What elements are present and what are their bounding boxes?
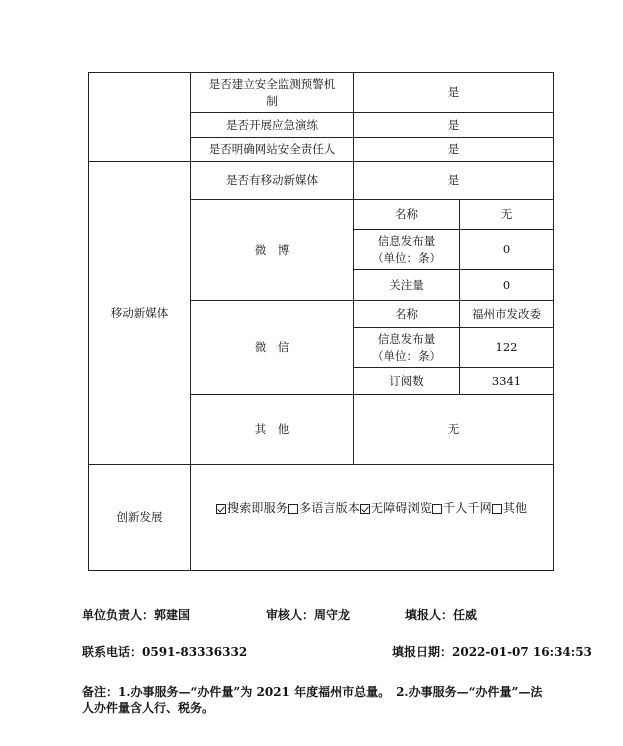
option-search-service-label: 搜索即服务 (227, 501, 289, 515)
filler: 填报人：任威 (405, 608, 478, 622)
option-accessibility-label: 无障碍浏览 (371, 501, 433, 515)
checkbox-other[interactable] (492, 504, 502, 514)
option-personalized-label: 千人千网 (443, 501, 492, 515)
innovation-options (190, 464, 553, 570)
report-date: 填报日期：2022-01-07 16:34:53 (392, 645, 592, 659)
checkbox-search-service[interactable] (216, 504, 226, 514)
other-value: 无 (353, 394, 553, 464)
weibo-follow-value: 0 (459, 269, 553, 300)
weibo-name-value: 无 (459, 199, 553, 229)
weibo-count-label: 信息发布量 （单位：条） (353, 229, 459, 269)
weibo-label: 微 博 (190, 199, 353, 300)
wechat-name-value: 福州市发改委 (459, 300, 553, 327)
blank-section-cell (89, 73, 190, 161)
weibo-follow-label: 关注量 (353, 269, 459, 300)
remarks-note: 备注：1.办事服务—“办件量”为 2021 年度福州市总量。 2.办事服务—“办件量”—法人办件量含人行、税务。 (82, 685, 543, 715)
wechat-sub-value: 3341 (459, 367, 553, 394)
option-multilanguage-label: 多语言版本 (299, 501, 361, 515)
wechat-count-value: 122 (459, 327, 553, 367)
checkbox-personalized[interactable] (432, 504, 442, 514)
option-other-label: 其他 (502, 501, 528, 515)
wechat-count-label: 信息发布量 （单位：条） (353, 327, 459, 367)
mobile-media-section: 移动新媒体 (89, 161, 190, 464)
unit-head: 单位负责人：郭建国 (82, 608, 191, 622)
contact-phone: 联系电话：0591-83336332 (82, 645, 248, 659)
responsible-label: 是否明确网站安全责任人 (190, 137, 353, 161)
weibo-name-label: 名称 (353, 199, 459, 229)
weibo-count-value: 0 (459, 229, 553, 269)
has-media-value: 是 (353, 161, 553, 199)
reviewer: 审核人：周守龙 (266, 608, 351, 622)
drill-label: 是否开展应急演练 (190, 112, 353, 137)
report-table (88, 72, 554, 571)
checkbox-multilanguage[interactable] (288, 504, 298, 514)
wechat-label: 微 信 (190, 300, 353, 394)
checkbox-accessibility[interactable] (360, 504, 370, 514)
monitor-label: 是否建立安全监测预警机制 (190, 73, 353, 112)
responsible-value: 是 (353, 137, 553, 161)
wechat-sub-label: 订阅数 (353, 367, 459, 394)
innovation-section: 创新发展 (89, 464, 190, 570)
drill-value: 是 (353, 112, 553, 137)
innovation-checkbox-group (216, 500, 527, 517)
monitor-value: 是 (353, 73, 553, 112)
has-media-label: 是否有移动新媒体 (190, 161, 353, 199)
other-label: 其 他 (190, 394, 353, 464)
wechat-name-label: 名称 (353, 300, 459, 327)
